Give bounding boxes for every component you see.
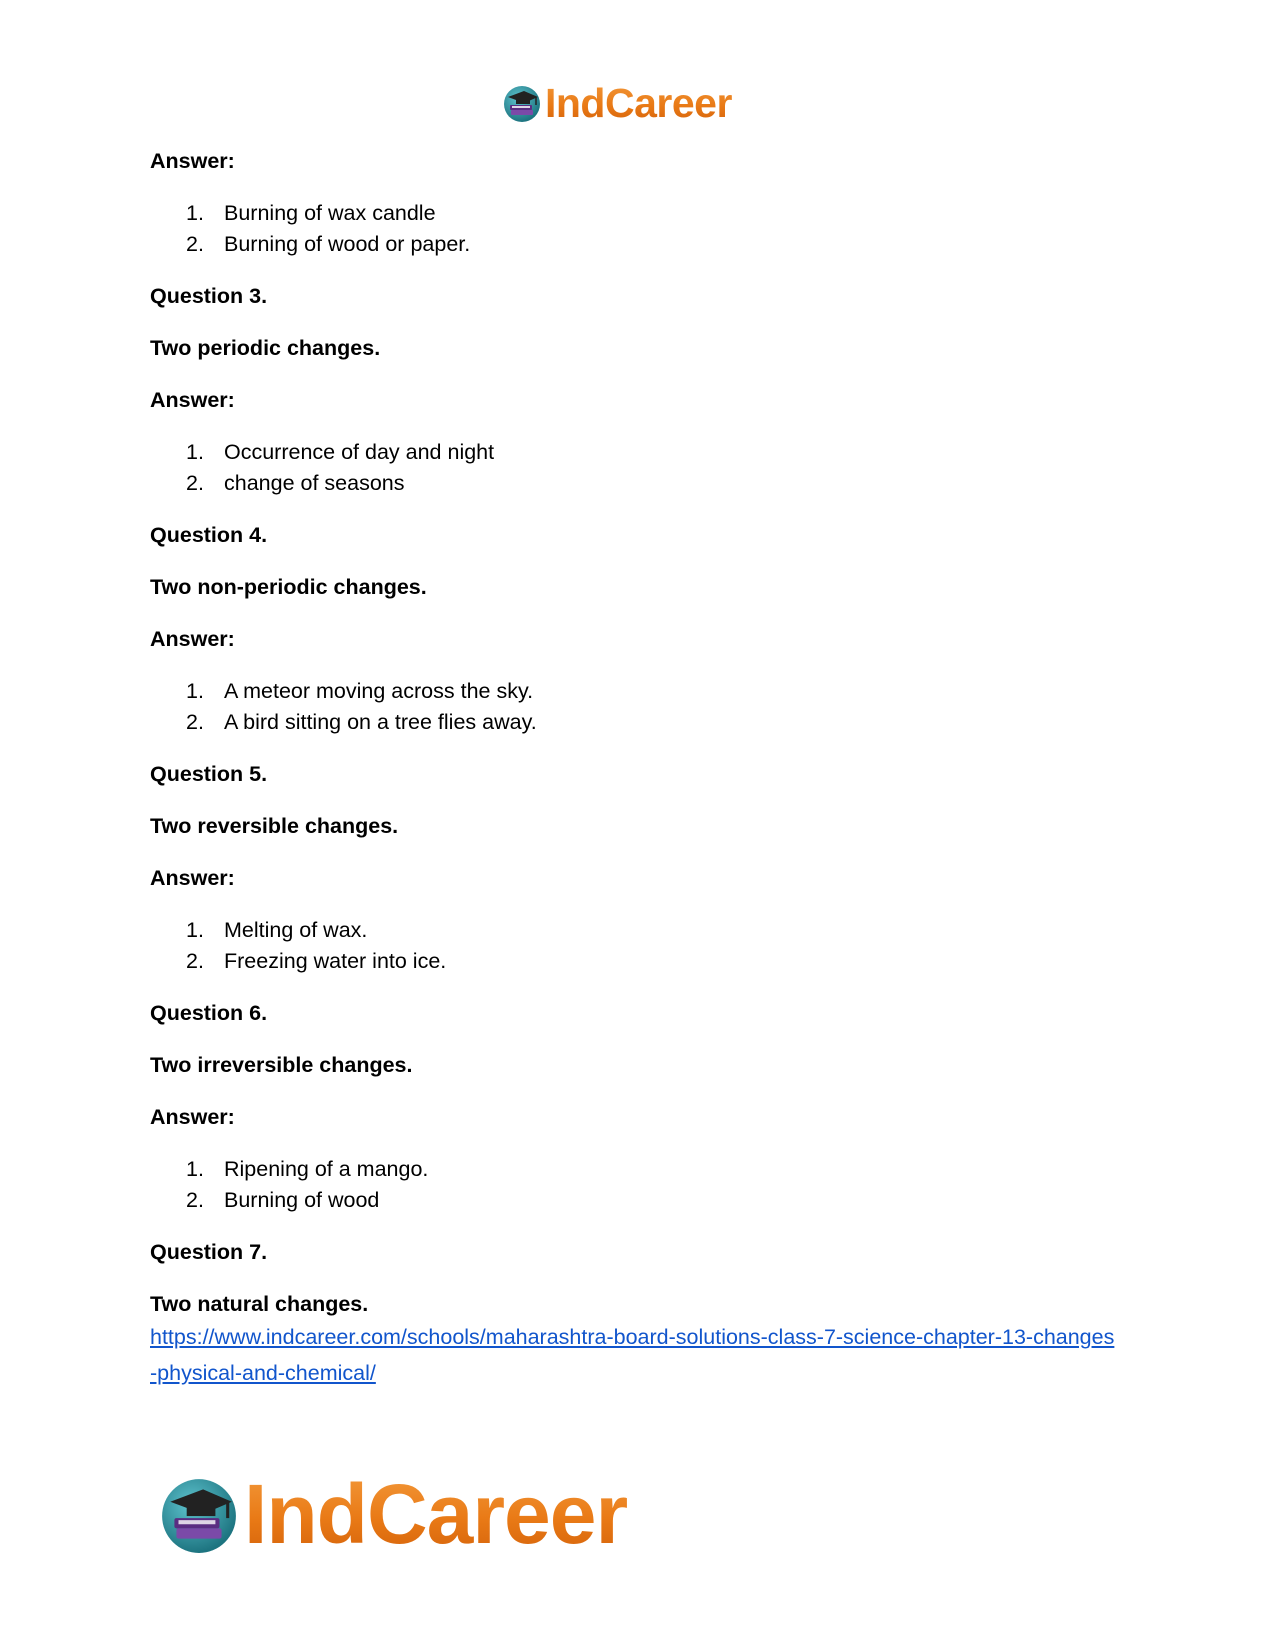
answer-label: Answer: [150, 149, 235, 173]
question-prompt: Two reversible changes. [150, 814, 399, 838]
answer-list [150, 1154, 1130, 1215]
question-number: Question 6. [150, 1001, 268, 1025]
graduation-cap-books-globe-icon [158, 1473, 240, 1555]
answer-list [150, 437, 1130, 498]
brand-wordmark: IndCareer [545, 80, 732, 126]
header-logo [502, 80, 732, 126]
question-prompt: Two natural changes. [150, 1292, 369, 1316]
list-item: 1. Occurrence of day and night [186, 440, 495, 464]
footer-logo [158, 1468, 627, 1560]
list-item: 2. Freezing water into ice. [186, 948, 447, 973]
list-item: 2. Burning of wood or paper. [186, 231, 471, 256]
document-body [150, 146, 1130, 1391]
question-prompt: Two irreversible changes. [150, 1053, 413, 1077]
list-item: 1. Ripening of a mango. [186, 1157, 429, 1181]
question-prompt: Two non-periodic changes. [150, 575, 427, 599]
answer-label: Answer: [150, 627, 235, 651]
question-number: Question 7. [150, 1240, 268, 1264]
answer-list [150, 676, 1130, 737]
list-item: 1. Melting of wax. [186, 918, 368, 942]
list-item: 2. A bird sitting on a tree flies away. [186, 709, 537, 734]
graduation-cap-books-globe-icon [502, 83, 542, 123]
list-item: 2. change of seasons [186, 470, 405, 495]
question-number: Question 3. [150, 284, 268, 308]
question-prompt: Two periodic changes. [150, 336, 381, 360]
answer-label: Answer: [150, 388, 235, 412]
answer-label: Answer: [150, 866, 235, 890]
list-item: 2. Burning of wood [186, 1187, 380, 1212]
source-link[interactable]: https://www.indcareer.com/schools/maharashtra-board-solutions-class-7-science-chapter-13-changes-physical-and-chemical/ [150, 1325, 1115, 1385]
question-number: Question 5. [150, 762, 268, 786]
question-number: Question 4. [150, 523, 268, 547]
list-item: 1. A meteor moving across the sky. [186, 679, 534, 703]
answer-list [150, 915, 1130, 976]
brand-wordmark: IndCareer [244, 1467, 628, 1561]
list-item: 1. Burning of wax candle [186, 201, 436, 225]
answer-label: Answer: [150, 1105, 235, 1129]
answer-list [150, 198, 1130, 259]
